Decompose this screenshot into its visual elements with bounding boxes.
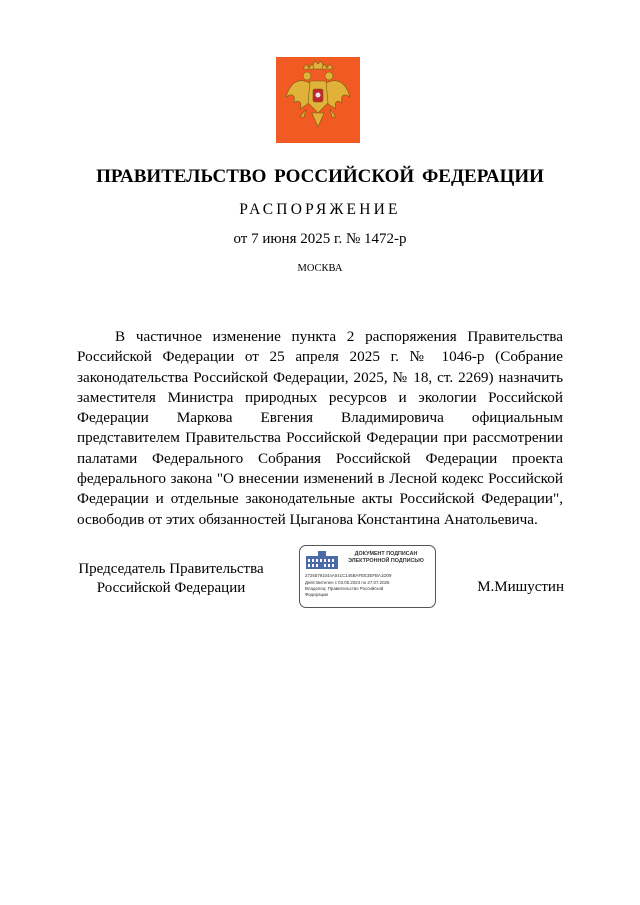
government-building-icon [305, 550, 339, 570]
stamp-certificate: 27265791044A041C145BAFEE3EFBA1D09 [305, 573, 392, 578]
document-date-number: от 7 июня 2025 г. № 1472-р [233, 231, 407, 247]
stamp-heading [340, 551, 432, 565]
signatory-name: М.Мишустин [477, 579, 564, 595]
coat-of-arms-icon [276, 57, 360, 143]
city: МОСКВА [297, 263, 343, 274]
stamp-owner-line1: Владелец: Правительство Российской [305, 586, 384, 591]
stamp-heading-line1: ДОКУМЕНТ ПОДПИСАН [354, 551, 418, 557]
document-type: РАСПОРЯЖЕНИЕ [239, 201, 401, 218]
signatory-role-line2: Российской Федерации [96, 580, 246, 596]
government-title: ПРАВИТЕЛЬСТВО РОССИЙСКОЙ ФЕДЕРАЦИИ [96, 166, 544, 187]
order-text: В частичное изменение пункта 2 распоряжения Правительства Российской Федерации от 25 апреля 2025 г. № 1046-р (Собрание законодательства Российской Федерации, 2025, № 18, ст. 2269) назначить заместителя Министра природных ресурсов и экологии Российской Федерации Маркова Евгения Владимировича официальным представителем Правительства Российской Федерации при рассмотрении палатами Федерального Собрания Российской Федерации проекта федерального закона "О внесении изменений в Лесной кодекс Российской Федерации и отдельные законодательные акты Российской Федерации", освободив от этих обязанностей Цыганова Константина Анатольевича. [77, 328, 563, 528]
electronic-signature-stamp [299, 545, 436, 608]
stamp-heading-line2: ЭЛЕКТРОННОЙ ПОДПИСЬЮ [348, 558, 424, 564]
signatory-role-line1: Председатель Правительства [78, 561, 264, 577]
stamp-validity: Действителен с 03.05.2024 по 27.07.2025 [305, 580, 390, 585]
signatory-role [76, 560, 266, 598]
stamp-owner-line2: Федерации [305, 592, 328, 597]
